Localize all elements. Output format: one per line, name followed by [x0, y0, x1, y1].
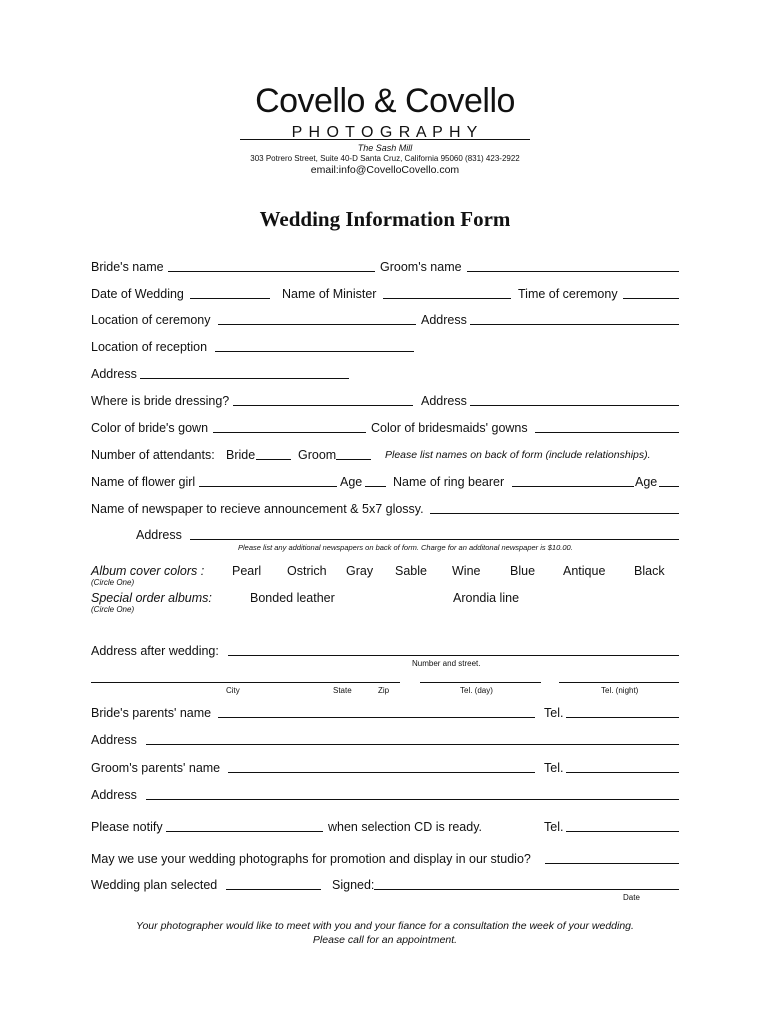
album-option-sable[interactable]: Sable — [395, 564, 427, 578]
bride-dressing-field[interactable] — [233, 405, 413, 406]
ring-bearer-age-field[interactable] — [659, 486, 679, 487]
album-option-wine[interactable]: Wine — [452, 564, 481, 578]
newspaper-address-label: Address — [136, 528, 182, 542]
newspaper-note: Please list any additional newspapers on back of form. Charge for an additonal newspaper is $10.00. — [238, 543, 573, 552]
ceremony-address-field[interactable] — [470, 324, 679, 325]
minister-field[interactable] — [383, 298, 511, 299]
brides-parents-tel-label: Tel. — [544, 706, 564, 720]
city-state-zip-field[interactable] — [91, 682, 400, 683]
footer-line-1: Your photographer would like to meet with you and your fiance for a consultation the week of your wedding. — [136, 920, 634, 932]
special-order-label: Special order albums: — [91, 591, 212, 605]
ceremony-address-label: Address — [421, 313, 467, 327]
header-rule — [240, 139, 530, 140]
time-of-ceremony-field[interactable] — [623, 298, 679, 299]
ring-bearer-field[interactable] — [512, 486, 634, 487]
newspaper-label: Name of newspaper to recieve announcement & 5x7 glossy. — [91, 502, 424, 516]
reception-address-field[interactable] — [140, 378, 349, 379]
grooms-parents-label: Groom's parents' name — [91, 761, 221, 775]
brides-parents-tel-field[interactable] — [566, 717, 679, 718]
signature-field[interactable] — [374, 889, 679, 890]
brides-gown-label: Color of bride's gown — [91, 421, 209, 435]
wedding-plan-field[interactable] — [226, 889, 321, 890]
location-ceremony-field[interactable] — [218, 324, 416, 325]
form-title: Wedding Information Form — [259, 207, 511, 231]
promotion-answer-field[interactable] — [545, 863, 679, 864]
flower-girl-label: Name of flower girl — [91, 475, 196, 489]
notify-tel-field[interactable] — [566, 831, 679, 832]
flower-girl-age-label: Age — [340, 475, 363, 489]
brides-gown-field[interactable] — [213, 432, 366, 433]
tel-night-caption: Tel. (night) — [601, 686, 639, 695]
grooms-name-field[interactable] — [467, 271, 679, 272]
brides-parents-label: Bride's parents' name — [91, 706, 212, 720]
zip-caption: Zip — [378, 686, 390, 695]
city-caption: City — [226, 686, 240, 695]
tel-day-caption: Tel. (day) — [460, 686, 493, 695]
dressing-address-label: Address — [421, 394, 467, 408]
attendants-groom-label: Groom — [298, 448, 337, 462]
album-option-ostrich[interactable]: Ostrich — [287, 564, 327, 578]
date-caption: Date — [623, 893, 640, 902]
brides-parents-address-label: Address — [91, 733, 137, 747]
ring-bearer-age-label: Age — [635, 475, 658, 489]
ring-bearer-label: Name of ring bearer — [393, 475, 505, 489]
attendants-bride-field[interactable] — [256, 459, 291, 460]
attendants-label: Number of attendants: — [91, 448, 215, 462]
flower-girl-field[interactable] — [199, 486, 337, 487]
brides-parents-address-field[interactable] — [146, 744, 679, 745]
number-and-street-caption: Number and street. — [412, 659, 481, 668]
album-option-blue[interactable]: Blue — [510, 564, 536, 578]
company-name: Covello & Covello — [255, 82, 515, 120]
album-circle-one: (Circle One) — [91, 578, 135, 587]
date-of-wedding-label: Date of Wedding — [91, 287, 184, 301]
album-option-pearl[interactable]: Pearl — [232, 564, 262, 578]
promotion-question: May we use your wedding photographs for promotion and display in our studio? — [91, 852, 531, 866]
bride-dressing-label: Where is bride dressing? — [91, 394, 230, 408]
dressing-address-field[interactable] — [470, 405, 679, 406]
location-name: The Sash Mill — [357, 143, 413, 153]
photography-subtitle: P H O T O G R A P H Y — [291, 124, 479, 141]
location-reception-field[interactable] — [215, 351, 414, 352]
state-caption: State — [333, 686, 352, 695]
wedding-plan-label: Wedding plan selected — [91, 878, 218, 892]
please-notify-field[interactable] — [166, 831, 323, 832]
address-after-wedding-field[interactable] — [228, 655, 679, 656]
album-option-antique[interactable]: Antique — [563, 564, 606, 578]
please-notify-label: Please notify — [91, 820, 163, 834]
studio-address: 303 Potrero Street, Suite 40-D Santa Cruz, California 95060 (831) 423-2922 — [250, 154, 520, 163]
attendants-note: Please list names on back of form (include relationships). — [385, 449, 651, 461]
brides-parents-field[interactable] — [218, 717, 535, 718]
grooms-parents-tel-field[interactable] — [566, 772, 679, 773]
newspaper-address-field[interactable] — [190, 539, 679, 540]
special-option-bonded-leather[interactable]: Bonded leather — [250, 591, 335, 605]
bridesmaids-gowns-label: Color of bridesmaids' gowns — [371, 421, 528, 435]
location-reception-label: Location of reception — [91, 340, 208, 354]
attendants-bride-label: Bride — [226, 448, 256, 462]
brides-name-label: Bride's name — [91, 260, 164, 274]
address-after-wedding-label: Address after wedding: — [91, 644, 219, 658]
brides-name-field[interactable] — [168, 271, 375, 272]
notify-tel-label: Tel. — [544, 820, 564, 834]
special-option-arondia-line[interactable]: Arondia line — [453, 591, 520, 605]
time-of-ceremony-label: Time of ceremony — [518, 287, 618, 301]
reception-address-label: Address — [91, 367, 137, 381]
tel-day-field[interactable] — [420, 682, 541, 683]
newspaper-field[interactable] — [430, 513, 679, 514]
album-cover-label: Album cover colors : — [91, 564, 205, 578]
studio-email[interactable]: email:info@CovelloCovello.com — [310, 164, 460, 176]
grooms-name-label: Groom's name — [380, 260, 462, 274]
grooms-parents-field[interactable] — [228, 772, 535, 773]
attendants-groom-field[interactable] — [336, 459, 371, 460]
flower-girl-age-field[interactable] — [365, 486, 386, 487]
album-option-gray[interactable]: Gray — [346, 564, 374, 578]
bridesmaids-gowns-field[interactable] — [535, 432, 679, 433]
signed-label: Signed: — [332, 878, 375, 892]
tel-night-field[interactable] — [559, 682, 679, 683]
selection-cd-label: when selection CD is ready. — [328, 820, 483, 834]
grooms-parents-tel-label: Tel. — [544, 761, 564, 775]
footer-line-2: Please call for an appointment. — [312, 934, 458, 946]
special-circle-one: (Circle One) — [91, 605, 135, 614]
album-option-black[interactable]: Black — [634, 564, 665, 578]
date-of-wedding-field[interactable] — [190, 298, 270, 299]
location-ceremony-label: Location of ceremony — [91, 313, 211, 327]
grooms-parents-address-field[interactable] — [146, 799, 679, 800]
minister-label: Name of Minister — [282, 287, 377, 301]
grooms-parents-address-label: Address — [91, 788, 137, 802]
